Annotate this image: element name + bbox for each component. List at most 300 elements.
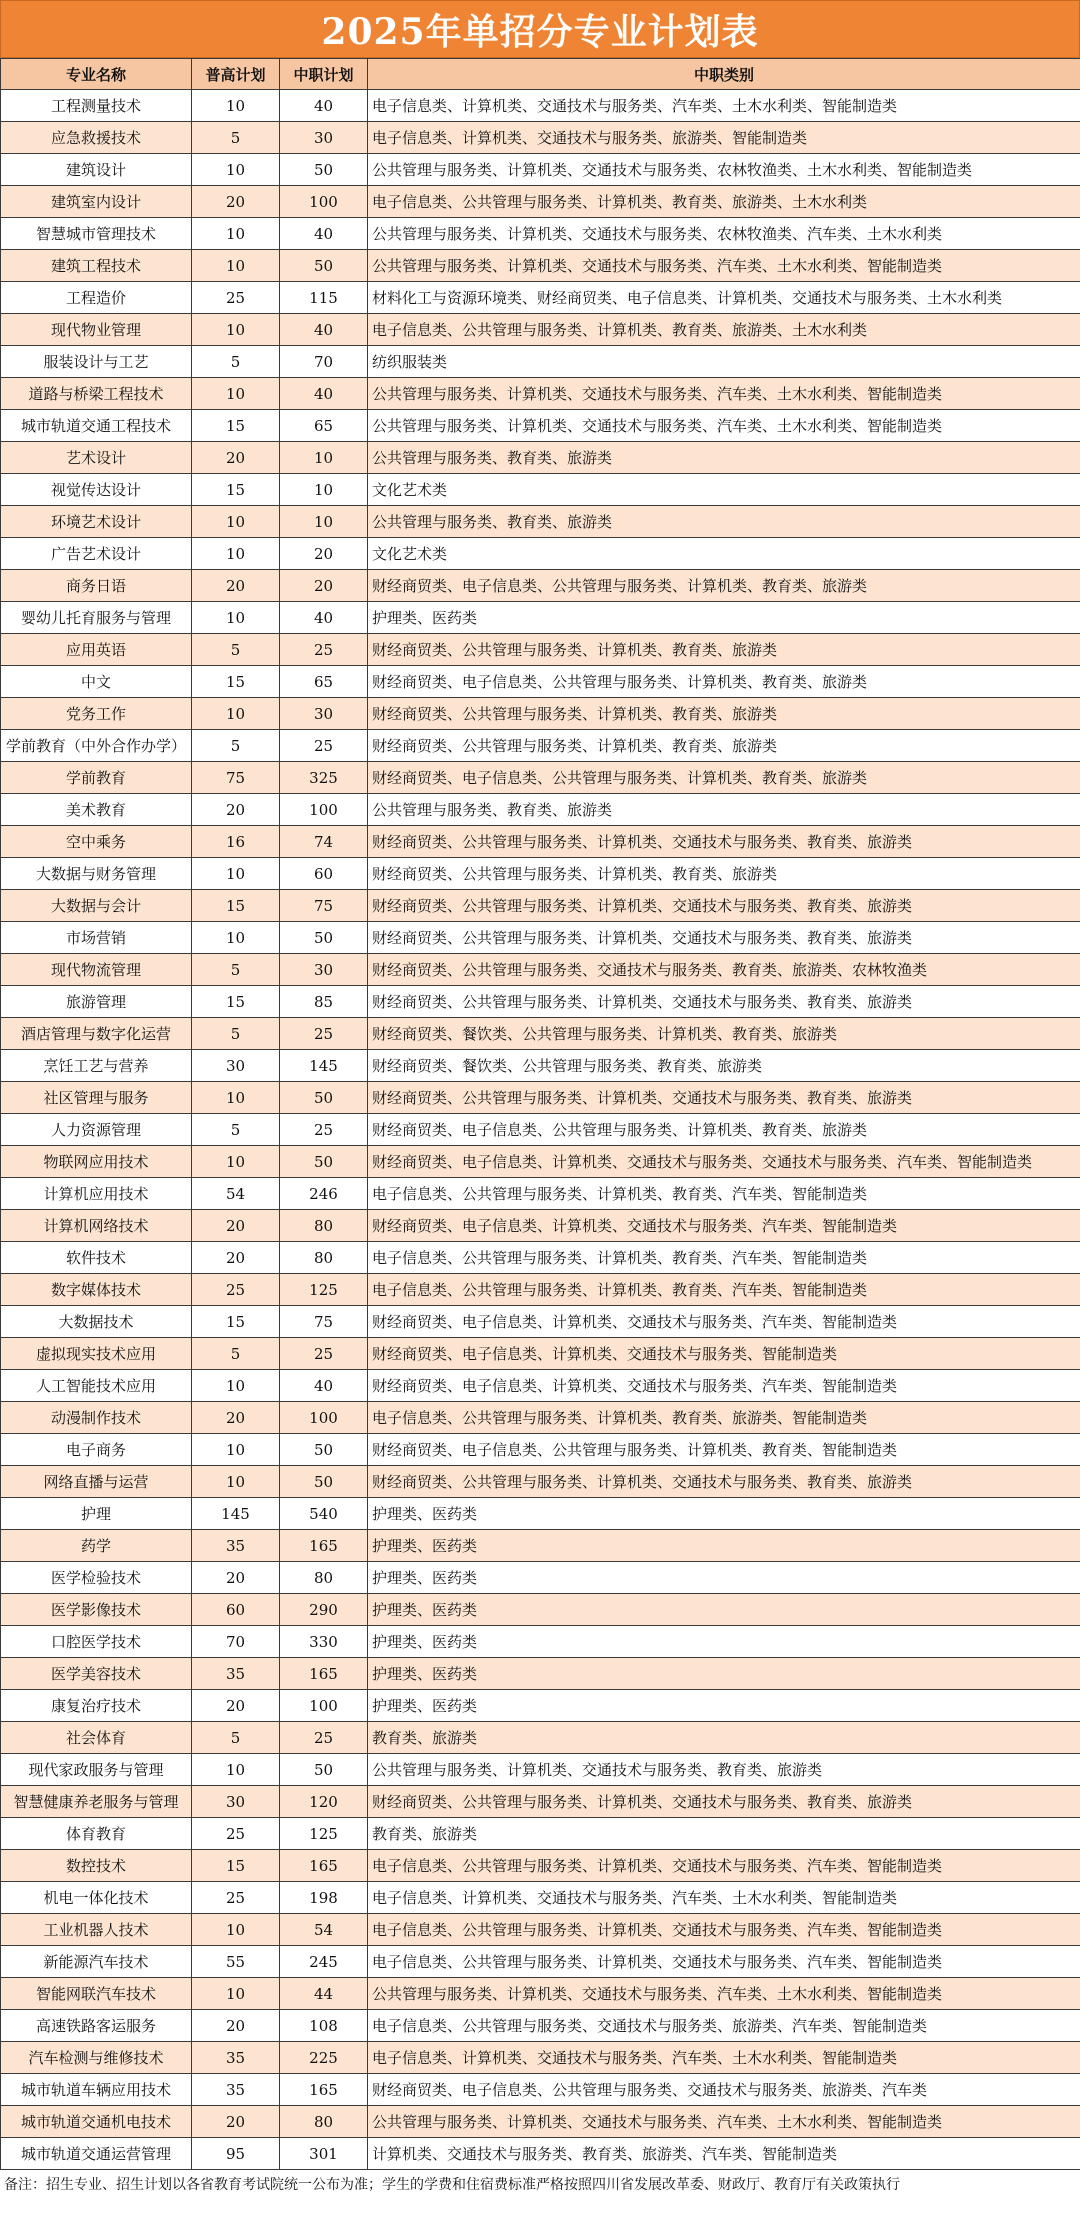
vocational-plan-cell: 25 xyxy=(280,1722,368,1754)
major-name-cell: 现代物业管理 xyxy=(1,314,192,346)
general-plan-cell: 10 xyxy=(192,602,280,634)
major-name-cell: 电子商务 xyxy=(1,1434,192,1466)
major-name-cell: 智慧城市管理技术 xyxy=(1,218,192,250)
table-row xyxy=(1,1978,1080,2010)
vocational-plan-cell: 165 xyxy=(280,1530,368,1562)
general-plan-cell: 54 xyxy=(192,1178,280,1210)
vocational-plan-cell: 115 xyxy=(280,282,368,314)
vocational-category-cell: 财经商贸类、电子信息类、计算机类、交通技术与服务类、交通技术与服务类、汽车类、智能制造类 xyxy=(368,1146,1080,1178)
general-plan-cell: 35 xyxy=(192,2042,280,2074)
vocational-category-cell: 财经商贸类、公共管理与服务类、计算机类、交通技术与服务类、教育类、旅游类 xyxy=(368,1466,1080,1498)
table-row xyxy=(1,1050,1080,1082)
general-plan-cell: 20 xyxy=(192,1210,280,1242)
general-plan-cell: 20 xyxy=(192,1402,280,1434)
vocational-category-cell: 财经商贸类、公共管理与服务类、计算机类、交通技术与服务类、教育类、旅游类 xyxy=(368,826,1080,858)
major-name-cell: 口腔医学技术 xyxy=(1,1626,192,1658)
major-name-cell: 学前教育（中外合作办学） xyxy=(1,730,192,762)
vocational-plan-cell: 100 xyxy=(280,186,368,218)
vocational-category-cell: 财经商贸类、电子信息类、计算机类、交通技术与服务类、汽车类、智能制造类 xyxy=(368,1210,1080,1242)
vocational-category-cell: 教育类、旅游类 xyxy=(368,1722,1080,1754)
table-row xyxy=(1,282,1080,314)
table-row xyxy=(1,154,1080,186)
major-name-cell: 数控技术 xyxy=(1,1850,192,1882)
major-name-cell: 现代物流管理 xyxy=(1,954,192,986)
major-name-cell: 网络直播与运营 xyxy=(1,1466,192,1498)
major-name-cell: 大数据技术 xyxy=(1,1306,192,1338)
general-plan-cell: 15 xyxy=(192,410,280,442)
major-name-cell: 现代家政服务与管理 xyxy=(1,1754,192,1786)
table-row xyxy=(1,762,1080,794)
general-plan-cell: 15 xyxy=(192,890,280,922)
general-plan-cell: 30 xyxy=(192,1786,280,1818)
vocational-plan-cell: 50 xyxy=(280,1754,368,1786)
vocational-category-cell: 电子信息类、计算机类、交通技术与服务类、旅游类、智能制造类 xyxy=(368,122,1080,154)
major-name-cell: 应急救援技术 xyxy=(1,122,192,154)
major-name-cell: 美术教育 xyxy=(1,794,192,826)
vocational-category-cell: 财经商贸类、电子信息类、计算机类、交通技术与服务类、汽车类、智能制造类 xyxy=(368,1370,1080,1402)
table-row xyxy=(1,826,1080,858)
vocational-category-cell: 护理类、医药类 xyxy=(368,1626,1080,1658)
major-name-cell: 社区管理与服务 xyxy=(1,1082,192,1114)
major-name-cell: 智慧健康养老服务与管理 xyxy=(1,1786,192,1818)
vocational-plan-cell: 10 xyxy=(280,442,368,474)
vocational-category-cell: 电子信息类、公共管理与服务类、计算机类、教育类、旅游类、智能制造类 xyxy=(368,1402,1080,1434)
table-row xyxy=(1,1114,1080,1146)
general-plan-cell: 5 xyxy=(192,1338,280,1370)
vocational-plan-cell: 165 xyxy=(280,2074,368,2106)
major-name-cell: 应用英语 xyxy=(1,634,192,666)
major-name-cell: 计算机应用技术 xyxy=(1,1178,192,1210)
table-row xyxy=(1,1882,1080,1914)
major-name-cell: 空中乘务 xyxy=(1,826,192,858)
table-header-row xyxy=(1,59,1080,90)
vocational-category-cell: 财经商贸类、公共管理与服务类、计算机类、交通技术与服务类、教育类、旅游类 xyxy=(368,1082,1080,1114)
vocational-plan-cell: 75 xyxy=(280,890,368,922)
general-plan-cell: 20 xyxy=(192,1690,280,1722)
general-plan-cell: 15 xyxy=(192,474,280,506)
vocational-plan-cell: 25 xyxy=(280,1338,368,1370)
vocational-plan-cell: 145 xyxy=(280,1050,368,1082)
major-name-cell: 体育教育 xyxy=(1,1818,192,1850)
vocational-plan-cell: 10 xyxy=(280,506,368,538)
vocational-category-cell: 公共管理与服务类、计算机类、交通技术与服务类、汽车类、土木水利类、智能制造类 xyxy=(368,410,1080,442)
table-row xyxy=(1,1210,1080,1242)
vocational-category-cell: 护理类、医药类 xyxy=(368,1594,1080,1626)
vocational-plan-cell: 330 xyxy=(280,1626,368,1658)
major-name-cell: 市场营销 xyxy=(1,922,192,954)
table-row xyxy=(1,1370,1080,1402)
general-plan-cell: 15 xyxy=(192,1850,280,1882)
table-row xyxy=(1,1306,1080,1338)
general-plan-cell: 10 xyxy=(192,1978,280,2010)
header-general-plan: 普高计划 xyxy=(192,59,280,90)
major-name-cell: 软件技术 xyxy=(1,1242,192,1274)
general-plan-cell: 10 xyxy=(192,1370,280,1402)
major-name-cell: 视觉传达设计 xyxy=(1,474,192,506)
major-name-cell: 工程造价 xyxy=(1,282,192,314)
major-name-cell: 烹饪工艺与营养 xyxy=(1,1050,192,1082)
vocational-plan-cell: 125 xyxy=(280,1274,368,1306)
general-plan-cell: 10 xyxy=(192,1914,280,1946)
vocational-plan-cell: 44 xyxy=(280,1978,368,2010)
table-row xyxy=(1,858,1080,890)
table-row xyxy=(1,1498,1080,1530)
table-row xyxy=(1,890,1080,922)
table-row xyxy=(1,1082,1080,1114)
major-name-cell: 城市轨道交通机电技术 xyxy=(1,2106,192,2138)
vocational-plan-cell: 198 xyxy=(280,1882,368,1914)
table-row xyxy=(1,1178,1080,1210)
table-row xyxy=(1,186,1080,218)
table-row xyxy=(1,634,1080,666)
vocational-category-cell: 电子信息类、计算机类、交通技术与服务类、汽车类、土木水利类、智能制造类 xyxy=(368,2042,1080,2074)
footnote: 备注：招生专业、招生计划以各省教育考试院统一公布为准；学生的学费和住宿费标准严格按照四川省发展改革委、财政厅、教育厅有关政策执行 xyxy=(4,2177,900,2193)
general-plan-cell: 5 xyxy=(192,1018,280,1050)
vocational-plan-cell: 74 xyxy=(280,826,368,858)
table-row xyxy=(1,2010,1080,2042)
vocational-category-cell: 护理类、医药类 xyxy=(368,602,1080,634)
general-plan-cell: 20 xyxy=(192,186,280,218)
general-plan-cell: 20 xyxy=(192,442,280,474)
vocational-category-cell: 财经商贸类、电子信息类、计算机类、交通技术与服务类、汽车类、智能制造类 xyxy=(368,1306,1080,1338)
vocational-plan-cell: 40 xyxy=(280,218,368,250)
general-plan-cell: 5 xyxy=(192,1722,280,1754)
vocational-category-cell: 财经商贸类、公共管理与服务类、交通技术与服务类、教育类、旅游类、农林牧渔类 xyxy=(368,954,1080,986)
vocational-category-cell: 电子信息类、公共管理与服务类、计算机类、教育类、汽车类、智能制造类 xyxy=(368,1274,1080,1306)
vocational-category-cell: 纺织服装类 xyxy=(368,346,1080,378)
vocational-plan-cell: 125 xyxy=(280,1818,368,1850)
vocational-category-cell: 财经商贸类、电子信息类、计算机类、交通技术与服务类、智能制造类 xyxy=(368,1338,1080,1370)
general-plan-cell: 10 xyxy=(192,858,280,890)
general-plan-cell: 60 xyxy=(192,1594,280,1626)
general-plan-cell: 20 xyxy=(192,1242,280,1274)
general-plan-cell: 10 xyxy=(192,922,280,954)
table-row xyxy=(1,1562,1080,1594)
vocational-category-cell: 电子信息类、公共管理与服务类、计算机类、教育类、旅游类、土木水利类 xyxy=(368,186,1080,218)
general-plan-cell: 16 xyxy=(192,826,280,858)
vocational-plan-cell: 50 xyxy=(280,1082,368,1114)
table-row xyxy=(1,1914,1080,1946)
major-name-cell: 汽车检测与维修技术 xyxy=(1,2042,192,2074)
vocational-category-cell: 电子信息类、公共管理与服务类、计算机类、交通技术与服务类、汽车类、智能制造类 xyxy=(368,1850,1080,1882)
vocational-plan-cell: 25 xyxy=(280,634,368,666)
general-plan-cell: 10 xyxy=(192,1146,280,1178)
table-row xyxy=(1,1434,1080,1466)
vocational-plan-cell: 225 xyxy=(280,2042,368,2074)
vocational-category-cell: 材料化工与资源环境类、财经商贸类、电子信息类、计算机类、交通技术与服务类、土木水利类 xyxy=(368,282,1080,314)
vocational-plan-cell: 301 xyxy=(280,2138,368,2170)
major-name-cell: 药学 xyxy=(1,1530,192,1562)
table-row xyxy=(1,1626,1080,1658)
table-row xyxy=(1,986,1080,1018)
major-name-cell: 服装设计与工艺 xyxy=(1,346,192,378)
vocational-plan-cell: 50 xyxy=(280,1434,368,1466)
major-name-cell: 机电一体化技术 xyxy=(1,1882,192,1914)
vocational-category-cell: 公共管理与服务类、教育类、旅游类 xyxy=(368,442,1080,474)
major-name-cell: 工业机器人技术 xyxy=(1,1914,192,1946)
table-row xyxy=(1,250,1080,282)
table-row xyxy=(1,666,1080,698)
vocational-category-cell: 公共管理与服务类、计算机类、交通技术与服务类、教育类、旅游类 xyxy=(368,1754,1080,1786)
vocational-plan-cell: 120 xyxy=(280,1786,368,1818)
vocational-plan-cell: 290 xyxy=(280,1594,368,1626)
table-row xyxy=(1,378,1080,410)
major-name-cell: 社会体育 xyxy=(1,1722,192,1754)
vocational-category-cell: 护理类、医药类 xyxy=(368,1690,1080,1722)
major-name-cell: 环境艺术设计 xyxy=(1,506,192,538)
general-plan-cell: 5 xyxy=(192,634,280,666)
vocational-plan-cell: 108 xyxy=(280,2010,368,2042)
vocational-category-cell: 财经商贸类、餐饮类、公共管理与服务类、计算机类、教育类、旅游类 xyxy=(368,1018,1080,1050)
major-name-cell: 工程测量技术 xyxy=(1,90,192,122)
vocational-plan-cell: 50 xyxy=(280,250,368,282)
general-plan-cell: 15 xyxy=(192,1306,280,1338)
general-plan-cell: 10 xyxy=(192,250,280,282)
vocational-plan-cell: 30 xyxy=(280,122,368,154)
general-plan-cell: 70 xyxy=(192,1626,280,1658)
general-plan-cell: 145 xyxy=(192,1498,280,1530)
table-row xyxy=(1,730,1080,762)
vocational-category-cell: 财经商贸类、公共管理与服务类、计算机类、教育类、旅游类 xyxy=(368,634,1080,666)
table-row xyxy=(1,1530,1080,1562)
vocational-plan-cell: 65 xyxy=(280,666,368,698)
table-row xyxy=(1,346,1080,378)
general-plan-cell: 25 xyxy=(192,1818,280,1850)
major-name-cell: 动漫制作技术 xyxy=(1,1402,192,1434)
general-plan-cell: 15 xyxy=(192,986,280,1018)
page-title: 2025年单招分专业计划表 xyxy=(0,0,1080,58)
general-plan-cell: 10 xyxy=(192,154,280,186)
vocational-plan-cell: 10 xyxy=(280,474,368,506)
table-row xyxy=(1,538,1080,570)
vocational-plan-cell: 245 xyxy=(280,1946,368,1978)
general-plan-cell: 25 xyxy=(192,1274,280,1306)
general-plan-cell: 10 xyxy=(192,218,280,250)
vocational-category-cell: 护理类、医药类 xyxy=(368,1562,1080,1594)
general-plan-cell: 55 xyxy=(192,1946,280,1978)
general-plan-cell: 10 xyxy=(192,1466,280,1498)
table-row xyxy=(1,1466,1080,1498)
major-name-cell: 建筑工程技术 xyxy=(1,250,192,282)
vocational-category-cell: 公共管理与服务类、计算机类、交通技术与服务类、汽车类、土木水利类、智能制造类 xyxy=(368,378,1080,410)
vocational-category-cell: 电子信息类、公共管理与服务类、计算机类、教育类、汽车类、智能制造类 xyxy=(368,1178,1080,1210)
table-row xyxy=(1,314,1080,346)
major-name-cell: 大数据与会计 xyxy=(1,890,192,922)
major-name-cell: 学前教育 xyxy=(1,762,192,794)
major-name-cell: 虚拟现实技术应用 xyxy=(1,1338,192,1370)
major-name-cell: 广告艺术设计 xyxy=(1,538,192,570)
table-row xyxy=(1,1754,1080,1786)
table-row xyxy=(1,570,1080,602)
table-row xyxy=(1,602,1080,634)
vocational-plan-cell: 85 xyxy=(280,986,368,1018)
vocational-plan-cell: 25 xyxy=(280,1018,368,1050)
major-name-cell: 党务工作 xyxy=(1,698,192,730)
vocational-plan-cell: 40 xyxy=(280,314,368,346)
general-plan-cell: 5 xyxy=(192,122,280,154)
major-name-cell: 大数据与财务管理 xyxy=(1,858,192,890)
general-plan-cell: 10 xyxy=(192,538,280,570)
table-row xyxy=(1,218,1080,250)
vocational-category-cell: 电子信息类、公共管理与服务类、计算机类、教育类、旅游类、土木水利类 xyxy=(368,314,1080,346)
major-name-cell: 城市轨道交通运营管理 xyxy=(1,2138,192,2170)
vocational-plan-cell: 40 xyxy=(280,602,368,634)
major-name-cell: 医学检验技术 xyxy=(1,1562,192,1594)
vocational-category-cell: 财经商贸类、公共管理与服务类、计算机类、交通技术与服务类、教育类、旅游类 xyxy=(368,890,1080,922)
general-plan-cell: 30 xyxy=(192,1050,280,1082)
table-row xyxy=(1,1690,1080,1722)
vocational-category-cell: 公共管理与服务类、教育类、旅游类 xyxy=(368,794,1080,826)
general-plan-cell: 35 xyxy=(192,1530,280,1562)
general-plan-cell: 35 xyxy=(192,2074,280,2106)
vocational-plan-cell: 246 xyxy=(280,1178,368,1210)
general-plan-cell: 5 xyxy=(192,730,280,762)
vocational-plan-cell: 54 xyxy=(280,1914,368,1946)
table-row xyxy=(1,1146,1080,1178)
vocational-category-cell: 财经商贸类、电子信息类、公共管理与服务类、计算机类、教育类、智能制造类 xyxy=(368,1434,1080,1466)
vocational-plan-cell: 100 xyxy=(280,1402,368,1434)
general-plan-cell: 75 xyxy=(192,762,280,794)
major-name-cell: 城市轨道交通工程技术 xyxy=(1,410,192,442)
table-row xyxy=(1,954,1080,986)
vocational-category-cell: 文化艺术类 xyxy=(368,474,1080,506)
vocational-category-cell: 财经商贸类、电子信息类、公共管理与服务类、计算机类、教育类、旅游类 xyxy=(368,666,1080,698)
vocational-plan-cell: 100 xyxy=(280,794,368,826)
vocational-category-cell: 电子信息类、计算机类、交通技术与服务类、汽车类、土木水利类、智能制造类 xyxy=(368,1882,1080,1914)
vocational-category-cell: 计算机类、交通技术与服务类、教育类、旅游类、汽车类、智能制造类 xyxy=(368,2138,1080,2170)
table-row xyxy=(1,1658,1080,1690)
general-plan-cell: 25 xyxy=(192,282,280,314)
general-plan-cell: 35 xyxy=(192,1658,280,1690)
vocational-plan-cell: 80 xyxy=(280,1242,368,1274)
table-row xyxy=(1,1018,1080,1050)
major-name-cell: 酒店管理与数字化运营 xyxy=(1,1018,192,1050)
major-name-cell: 物联网应用技术 xyxy=(1,1146,192,1178)
vocational-plan-cell: 70 xyxy=(280,346,368,378)
major-name-cell: 城市轨道车辆应用技术 xyxy=(1,2074,192,2106)
table-row xyxy=(1,2138,1080,2170)
major-name-cell: 康复治疗技术 xyxy=(1,1690,192,1722)
general-plan-cell: 10 xyxy=(192,506,280,538)
table-row xyxy=(1,922,1080,954)
table-row xyxy=(1,1786,1080,1818)
general-plan-cell: 10 xyxy=(192,698,280,730)
vocational-category-cell: 财经商贸类、电子信息类、公共管理与服务类、计算机类、教育类、旅游类 xyxy=(368,762,1080,794)
vocational-plan-cell: 25 xyxy=(280,730,368,762)
table-row xyxy=(1,474,1080,506)
major-name-cell: 智能网联汽车技术 xyxy=(1,1978,192,2010)
major-name-cell: 道路与桥梁工程技术 xyxy=(1,378,192,410)
general-plan-cell: 10 xyxy=(192,1082,280,1114)
major-name-cell: 人力资源管理 xyxy=(1,1114,192,1146)
vocational-category-cell: 财经商贸类、公共管理与服务类、计算机类、交通技术与服务类、教育类、旅游类 xyxy=(368,922,1080,954)
major-name-cell: 新能源汽车技术 xyxy=(1,1946,192,1978)
vocational-plan-cell: 65 xyxy=(280,410,368,442)
general-plan-cell: 20 xyxy=(192,570,280,602)
table-row xyxy=(1,1722,1080,1754)
vocational-category-cell: 财经商贸类、公共管理与服务类、计算机类、交通技术与服务类、教育类、旅游类 xyxy=(368,986,1080,1018)
vocational-category-cell: 公共管理与服务类、教育类、旅游类 xyxy=(368,506,1080,538)
table-row xyxy=(1,1850,1080,1882)
major-name-cell: 高速铁路客运服务 xyxy=(1,2010,192,2042)
vocational-plan-cell: 540 xyxy=(280,1498,368,1530)
vocational-plan-cell: 50 xyxy=(280,154,368,186)
major-name-cell: 建筑室内设计 xyxy=(1,186,192,218)
general-plan-cell: 10 xyxy=(192,314,280,346)
table-row xyxy=(1,1946,1080,1978)
vocational-plan-cell: 80 xyxy=(280,2106,368,2138)
vocational-category-cell: 财经商贸类、公共管理与服务类、计算机类、教育类、旅游类 xyxy=(368,730,1080,762)
vocational-plan-cell: 20 xyxy=(280,570,368,602)
general-plan-cell: 20 xyxy=(192,2010,280,2042)
general-plan-cell: 5 xyxy=(192,346,280,378)
general-plan-cell: 20 xyxy=(192,794,280,826)
general-plan-cell: 10 xyxy=(192,1434,280,1466)
vocational-category-cell: 公共管理与服务类、计算机类、交通技术与服务类、汽车类、土木水利类、智能制造类 xyxy=(368,2106,1080,2138)
vocational-category-cell: 财经商贸类、公共管理与服务类、计算机类、教育类、旅游类 xyxy=(368,858,1080,890)
vocational-plan-cell: 75 xyxy=(280,1306,368,1338)
general-plan-cell: 5 xyxy=(192,1114,280,1146)
general-plan-cell: 95 xyxy=(192,2138,280,2170)
general-plan-cell: 20 xyxy=(192,2106,280,2138)
major-name-cell: 数字媒体技术 xyxy=(1,1274,192,1306)
vocational-category-cell: 公共管理与服务类、计算机类、交通技术与服务类、汽车类、土木水利类、智能制造类 xyxy=(368,1978,1080,2010)
major-name-cell: 计算机网络技术 xyxy=(1,1210,192,1242)
table-row xyxy=(1,410,1080,442)
table-row xyxy=(1,2074,1080,2106)
vocational-plan-cell: 165 xyxy=(280,1658,368,1690)
vocational-category-cell: 财经商贸类、公共管理与服务类、计算机类、交通技术与服务类、教育类、旅游类 xyxy=(368,1786,1080,1818)
vocational-category-cell: 财经商贸类、电子信息类、公共管理与服务类、计算机类、教育类、旅游类 xyxy=(368,1114,1080,1146)
table-row xyxy=(1,122,1080,154)
table-row xyxy=(1,1338,1080,1370)
general-plan-cell: 20 xyxy=(192,1562,280,1594)
table-row xyxy=(1,698,1080,730)
general-plan-cell: 25 xyxy=(192,1882,280,1914)
table-row xyxy=(1,2106,1080,2138)
vocational-plan-cell: 60 xyxy=(280,858,368,890)
vocational-category-cell: 文化艺术类 xyxy=(368,538,1080,570)
table-row xyxy=(1,506,1080,538)
vocational-category-cell: 护理类、医药类 xyxy=(368,1530,1080,1562)
vocational-category-cell: 公共管理与服务类、计算机类、交通技术与服务类、汽车类、土木水利类、智能制造类 xyxy=(368,250,1080,282)
vocational-category-cell: 公共管理与服务类、计算机类、交通技术与服务类、农林牧渔类、土木水利类、智能制造类 xyxy=(368,154,1080,186)
table-row xyxy=(1,794,1080,826)
major-name-cell: 中文 xyxy=(1,666,192,698)
vocational-plan-cell: 50 xyxy=(280,1146,368,1178)
vocational-category-cell: 财经商贸类、公共管理与服务类、计算机类、教育类、旅游类 xyxy=(368,698,1080,730)
general-plan-cell: 5 xyxy=(192,954,280,986)
vocational-category-cell: 财经商贸类、电子信息类、公共管理与服务类、计算机类、教育类、旅游类 xyxy=(368,570,1080,602)
major-name-cell: 建筑设计 xyxy=(1,154,192,186)
table-row xyxy=(1,442,1080,474)
table-row xyxy=(1,1594,1080,1626)
table-row xyxy=(1,1818,1080,1850)
vocational-plan-cell: 50 xyxy=(280,1466,368,1498)
vocational-category-cell: 电子信息类、公共管理与服务类、计算机类、教育类、汽车类、智能制造类 xyxy=(368,1242,1080,1274)
general-plan-cell: 10 xyxy=(192,90,280,122)
table-row xyxy=(1,1274,1080,1306)
vocational-plan-cell: 40 xyxy=(280,1370,368,1402)
vocational-plan-cell: 325 xyxy=(280,762,368,794)
table-row xyxy=(1,2042,1080,2074)
general-plan-cell: 10 xyxy=(192,378,280,410)
major-name-cell: 艺术设计 xyxy=(1,442,192,474)
table-row xyxy=(1,90,1080,122)
vocational-category-cell: 财经商贸类、餐饮类、公共管理与服务类、教育类、旅游类 xyxy=(368,1050,1080,1082)
vocational-plan-cell: 25 xyxy=(280,1114,368,1146)
major-name-cell: 婴幼儿托育服务与管理 xyxy=(1,602,192,634)
